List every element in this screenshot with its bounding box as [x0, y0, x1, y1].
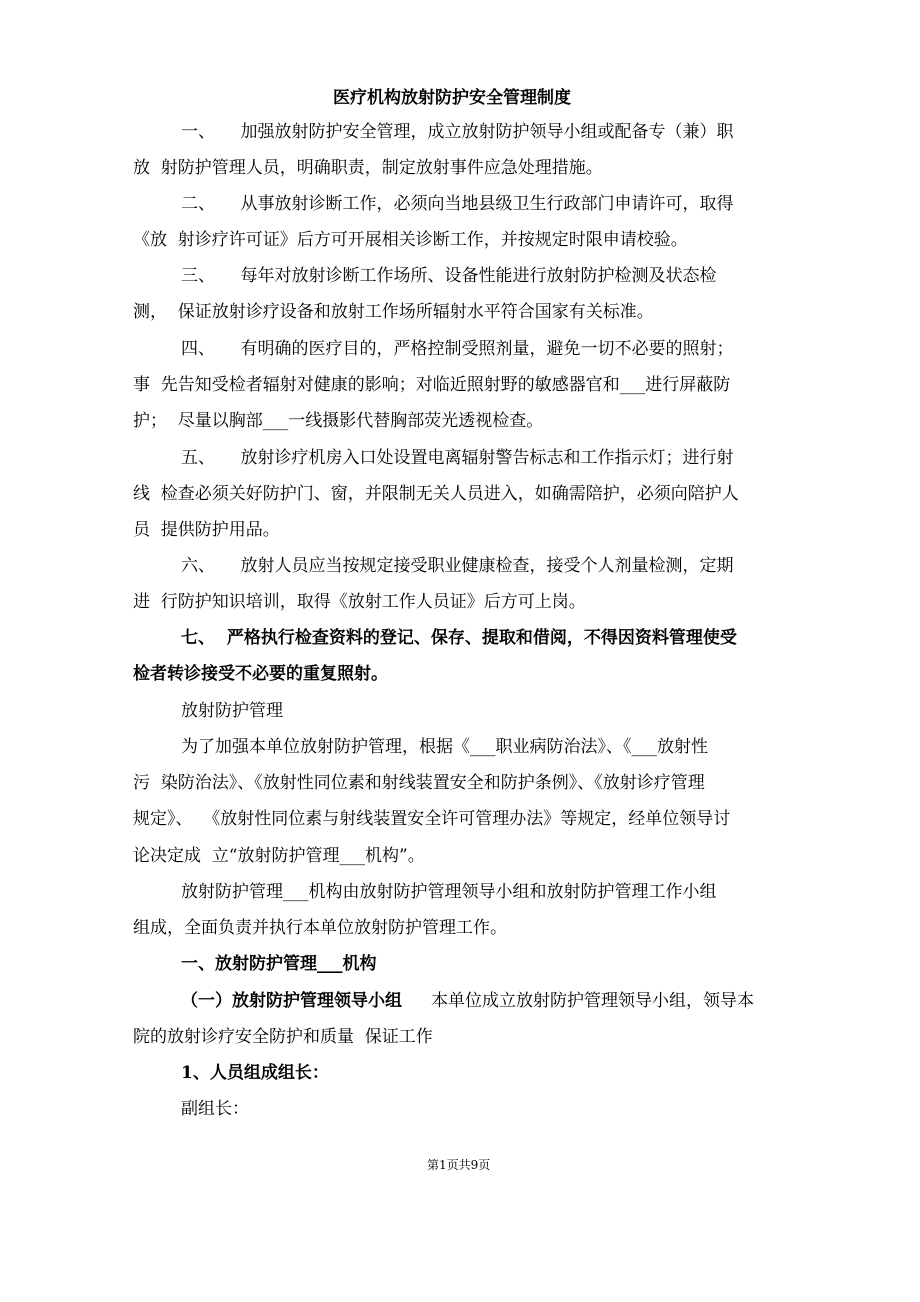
- paragraph-line: 四、 有明确的医疗目的，严格控制受照剂量，避免一切不必要的照射；: [181, 339, 734, 359]
- list-heading: 1、人员组成组长：: [181, 1063, 329, 1083]
- paragraph-line: 污 染防治法》、《放射性同位素和射线装置安全和防护条例》、《放射诊疗管理: [133, 773, 705, 793]
- paragraph-line: 放射防护管理___机构由放射防护管理领导小组和放射防护管理工作小组: [181, 882, 717, 902]
- paragraph-line: 《放 射诊疗许可证》后方可开展相关诊断工作，并按规定时限申请校验。: [133, 230, 688, 250]
- paragraph-line-bold: 检者转诊接受不必要的重复照射。: [133, 664, 388, 684]
- paragraph-line-bold: 七、 严格执行检查资料的登记、保存、提取和借阅，不得因资料管理使受: [181, 628, 737, 648]
- paragraph-line: 院的放射诊疗安全防护和质量 保证工作: [133, 1027, 433, 1047]
- paragraph-line: 一、 加强放射防护安全管理，成立放射防护领导小组或配备专（兼）职: [181, 122, 734, 142]
- paragraph-line: 测， 保证放射诊疗设备和放射工作场所辐射水平符合国家有关标准。: [133, 302, 654, 322]
- paragraph-line: 放 射防护管理人员，明确职责，制定放射事件应急处理措施。: [133, 158, 603, 178]
- section-heading: 放射防护管理: [181, 701, 283, 721]
- document-title: 医疗机构放射防护安全管理制度: [333, 88, 571, 108]
- paragraph-line: 本单位成立放射防护管理领导小组，领导本: [431, 991, 754, 1011]
- paragraph-line: 事 先告知受检者辐射对健康的影响；对临近照射野的敏感器官和___进行屏蔽防: [133, 375, 731, 395]
- section-heading: 一、放射防护管理___机构: [181, 954, 377, 974]
- page-footer: 第1页共9页: [427, 1158, 491, 1172]
- paragraph-line: 规定》、 《放射性同位素与射线装置安全许可管理办法》等规定，经单位领导讨: [133, 809, 731, 829]
- paragraph-line: 论决定成 立“放射防护管理___机构”。: [133, 846, 425, 866]
- subsection-heading: （一）放射防护管理领导小组: [181, 991, 402, 1011]
- paragraph-line: 副组长：: [181, 1099, 249, 1119]
- paragraph-line: 护； 尽量以胸部___一线摄影代替胸部荧光透视检查。: [133, 411, 544, 431]
- paragraph-line: 组成，全面负责并执行本单位放射防护管理工作。: [133, 918, 507, 938]
- paragraph-line: 为了加强本单位放射防护管理，根据《___职业病防治法》、《___放射性: [181, 737, 708, 757]
- paragraph-line: 五、 放射诊疗机房入口处设置电离辐射警告标志和工作指示灯；进行射: [181, 448, 734, 468]
- paragraph-line: 六、 放射人员应当按规定接受职业健康检查，接受个人剂量检测，定期: [181, 556, 734, 576]
- paragraph-line: 线 检查必须关好防护门、窗，并限制无关人员进入，如确需陪护，必须向陪护人: [133, 484, 739, 504]
- paragraph-line: 二、 从事放射诊断工作，必须向当地县级卫生行政部门申请许可，取得: [181, 194, 734, 214]
- paragraph-line: 员 提供防护用品。: [133, 520, 280, 540]
- paragraph-line: 进 行防护知识培训，取得《放射工作人员证》后方可上岗。: [133, 592, 586, 612]
- paragraph-line: 三、 每年对放射诊断工作场所、设备性能进行放射防护检测及状态检: [181, 266, 717, 286]
